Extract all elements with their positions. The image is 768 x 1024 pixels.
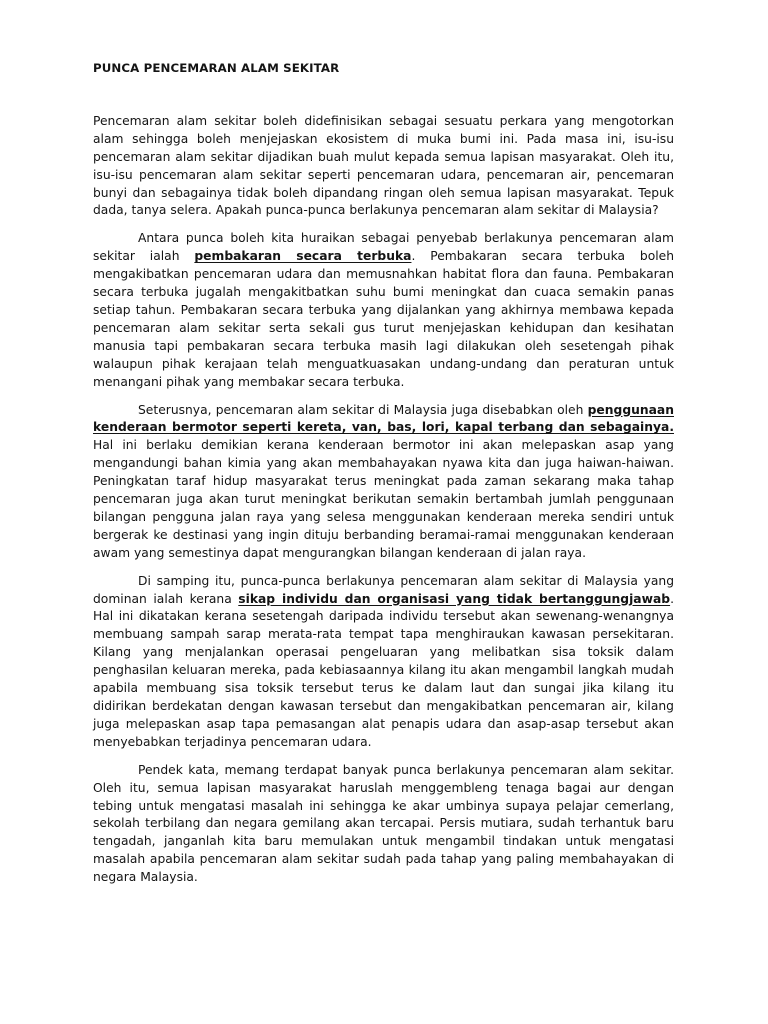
paragraph-text: Hal ini berlaku demikian kerana kenderaan bermotor ini akan melepaskan asap yang mengandungi bahan kimia yang akan membahayakan nyawa kita dan juga haiwan-haiwan. Peningkatan taraf hidup masyarakat terus meningkat pada zaman sekarang maka tahap pencemaran juga akan turut meningkat berikutan semakin bertambah jumlah penggunaan bilangan pengguna jalan raya yang selesa menggunakan kenderaan mereka sendiri untuk bergerak ke destinasi yang ingin dituju berbanding beramai-ramai menggunakan kenderaan awam yang semestinya dapat mengurangkan bilangan kenderaan di jalan raya. xyxy=(93,438,674,560)
paragraph-irresponsible-attitude xyxy=(93,573,674,752)
document-title: PUNCA PENCEMARAN ALAM SEKITAR xyxy=(93,61,340,75)
emphasis-open-burning: pembakaran secara terbuka xyxy=(194,249,412,264)
paragraph-text: Seterusnya, pencemaran alam sekitar di Malaysia juga disebabkan oleh xyxy=(138,402,588,417)
paragraph-open-burning xyxy=(93,230,674,391)
emphasis-irresponsible-attitude: sikap individu dan organisasi yang tidak bertanggungjawab xyxy=(238,591,671,606)
emphasis-motor-vehicles: penggunaan kenderaan bermotor seperti kereta, van, bas, lori, kapal terbang dan sebagainya. xyxy=(93,402,674,435)
paragraph-conclusion: Pendek kata, memang terdapat banyak punca berlakunya pencemaran alam sekitar. Oleh itu, semua lapisan masyarakat haruslah menggembleng tenaga bagai aur dengan tebing untuk mengatasi masalah ini sehingga ke akar umbinya supaya pelajar cemerlang, sekolah terbilang dan negara gemilang akan tercapai. Persis mutiara, sudah terhantuk baru tengadah, janganlah kita baru memulakan untuk mengambil tindakan untuk mengatasi masalah apabila pencemaran alam sekitar sudah pada tahap yang paling membahayakan di negara Malaysia. xyxy=(93,762,674,885)
paragraph-introduction: Pencemaran alam sekitar boleh didefinisikan sebagai sesuatu perkara yang mengotorkan alam sehingga boleh menjejaskan ekosistem di muka bumi ini. Pada masa ini, isu-isu pencemaran alam sekitar dijadikan buah mulut kepada semua lapisan masyarakat. Oleh itu, isu-isu pencemaran alam sekitar seperti pencemaran udara, pencemaran air, pencemaran bunyi dan sebagainya tidak boleh dipandang ringan oleh semua lapisan masyarakat. Tepuk dada, tanya selera. Apakah punca-punca berlakunya pencemaran alam sekitar di Malaysia? xyxy=(93,113,674,218)
paragraph-text: . Pembakaran secara terbuka boleh mengakibatkan pencemaran udara dan memusnahkan habitat flora dan fauna. Pembakaran secara terbuka jugalah mengakitbatkan suhu bumi meningkat dan cuaca semakin panas setiap tahun. Pembakaran secara terbuka yang dijalankan yang akhirnya membawa kepada pencemaran alam sekitar serta sekali gus turut menjejaskan kehidupan dan kesihatan manusia tapi pembakaran secara terbuka masih lagi dilakukan oleh sesetengah pihak walaupun pihak kerajaan telah menguatkuasakan undang-undang dan peraturan untuk menangani pihak yang membakar secara terbuka. xyxy=(93,249,674,389)
paragraph-text: . Hal ini dikatakan kerana sesetengah daripada individu tersebut akan sewenang-wenangnya membuang sampah sarap merata-rata tempat tapa menghiraukan kawasan persekitaran. Kilang yang menjalankan operasai pengeluaran yang melibatkan sisa toksik dalam penghasilan keluaran mereka, pada kebiasaannya kilang itu akan mengambil langkah mudah apabila membuang sisa toksik tersebut terus ke dalam laut dan sungai jika kilang itu didirikan berdekatan dengan kawasan tersebut dan mengakibatkan pencemaran air, kilang juga melepaskan asap tapa pemasangan alat penapis udara dan asap-asap tersebut akan menyebabkan terjadinya pencemaran udara. xyxy=(93,591,674,749)
paragraph-text: Di samping itu, punca-punca berlakunya pencemaran alam sekitar di Malaysia yang dominan ialah kerana xyxy=(93,573,674,606)
paragraph-text: Antara punca boleh kita huraikan sebagai penyebab berlakunya pencemaran alam sekitar ialah xyxy=(93,231,674,264)
document-body xyxy=(93,60,674,887)
paragraph-motor-vehicles xyxy=(93,402,674,563)
